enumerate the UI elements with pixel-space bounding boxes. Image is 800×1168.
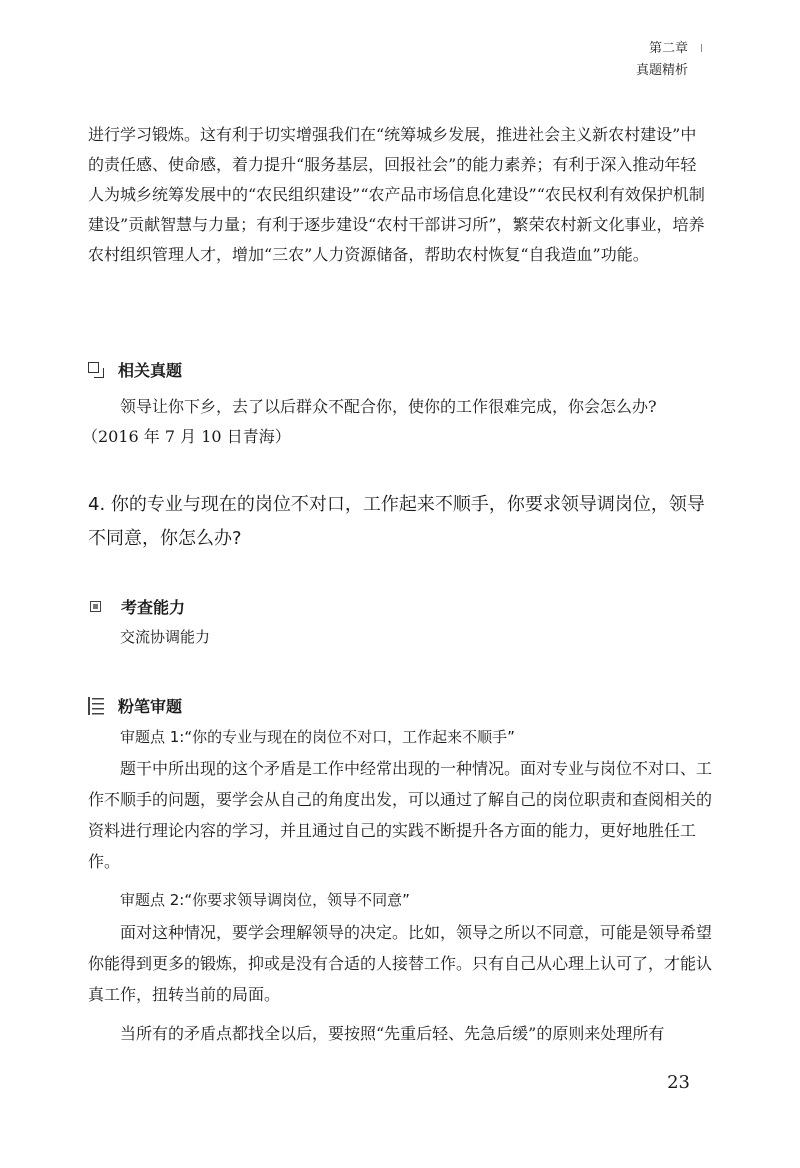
running-header [636,38,688,82]
analysis-point-2-text: 面对这种情况，要学会理解领导的决定。比如，领导之所以不同意，可能是领导希望你能得到更多的锻炼，抑或是没有合适的人接替工作。只有自己从心理上认可了，才能认真工作，扭转当前的局面。 [88,923,713,1004]
header-rule [701,44,702,52]
analysis-point-1-label: 审题点 1:“你的专业与现在的岗位不对口，工作起来不顺手” [120,728,515,746]
related-questions-heading [88,358,182,381]
analysis-point-2-label: 审题点 2:“你要求领导调岗位，领导不同意” [120,891,410,909]
chapter-label: 第二章 [648,41,688,56]
notes-grid-icon [88,697,104,715]
square-box-icon [90,601,101,612]
analysis-closing: 当所有的矛盾点都找全以后，要按照“先重后轻、先急后缓”的原则来处理所有 [120,1024,665,1043]
related-question-source: （2016 年 7 月 10 日青海） [82,427,291,446]
related-questions-title: 相关真题 [118,361,183,380]
analysis-heading [88,694,182,717]
analysis-title: 粉笔审题 [118,697,183,716]
page-number: 23 [667,1072,690,1093]
intro-paragraph: 进行学习锻炼。这有利于切实增强我们在“统筹城乡发展，推进社会主义新农村建设”中的责任感、使命感，着力提升“服务基层，回报社会”的能力素养；有利于深入推动年轻人为城乡统筹发展中的“农民组织建设”“农产品市场信息化建设”“农民权利有效保护机制建设”贡献智慧与力量；有利于逐步建设“农村干部讲习所”，繁荣农村新文化事业，培养农村组织管理人才，增加“三农”人力资源储备，帮助农村恢复“自我造血”功能。 [88,125,705,264]
ability-value: 交流协调能力 [120,628,211,646]
section-label: 真题精析 [635,63,688,78]
ability-heading [88,595,185,618]
related-question-text: 领导让你下乡，去了以后群众不配合你，使你的工作很难完成，你会怎么办? [120,397,657,416]
ability-title: 考查能力 [121,598,186,617]
bracket-corner-icon [88,362,104,378]
analysis-point-1-text: 题干中所出现的这个矛盾是工作中经常出现的一种情况。面对专业与岗位不对口、工作不顺手的问题，要学会从自己的角度出发，可以通过了解自己的岗位职责和查阅相关的资料进行理论内容的学习，并且通过自己的实践不断提升各方面的能力，更好地胜任工作。 [88,759,713,871]
question-4: 4. 你的专业与现在的岗位不对口，工作起来不顺手，你要求领导调岗位，领导不同意，你怎么办? [88,494,705,549]
